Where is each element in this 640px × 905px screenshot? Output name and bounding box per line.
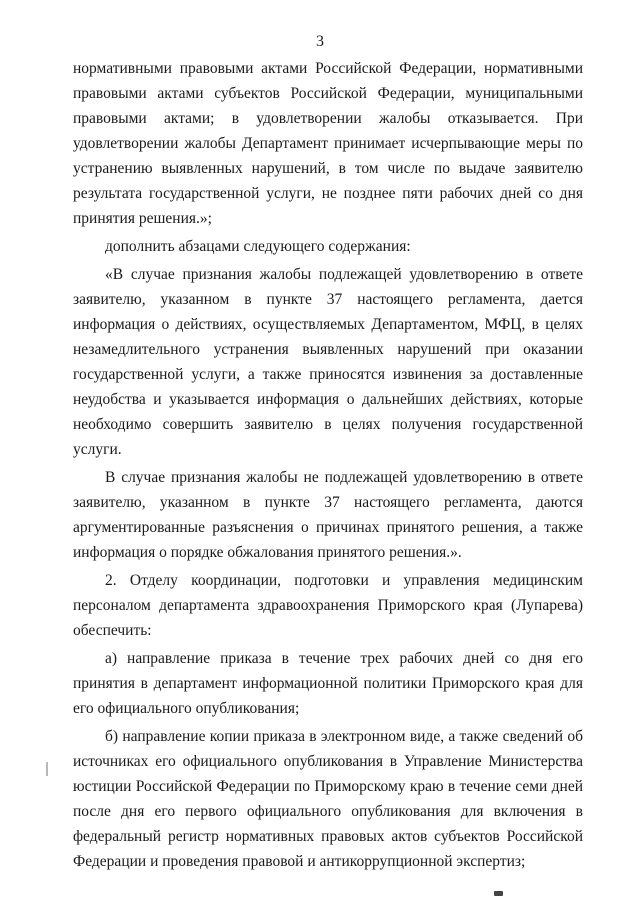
scan-margin-mark <box>46 762 48 776</box>
paragraph: а) направление приказа в течение трех рабочих дней со дня его принятия в департамент информационной политики Приморского края для его официального опубликования; <box>73 650 583 717</box>
paragraph: В случае признания жалобы не подлежащей удовлетворению в ответе заявителю, указанном в пункте 37 настоящего регламента, даются аргументированные разъяснения о причинах принятого решения, а также информация о порядке обжалования принятого решения.». <box>73 469 583 561</box>
paragraph: нормативными правовыми актами Российской Федерации, нормативными правовыми актами субъектов Российской Федерации, муниципальными правовыми актами; в удовлетворении жалобы отказывается. При удовлетворении жалобы Департамент принимает исчерпывающие меры по устранению выявленных нарушений, в том числе по выдаче заявителю результата государственной услуги, не позднее пяти рабочих дней со дня принятия решения.»; <box>73 60 583 227</box>
paragraph: дополнить абзацами следующего содержания: <box>105 238 411 255</box>
scan-corner-mark <box>494 891 503 896</box>
paragraph: 2. Отделу координации, подготовки и управления медицинским персоналом департамента здравоохранения Приморского края (Лупарева) обеспечить: <box>73 572 583 639</box>
document-body <box>73 56 583 874</box>
paragraph: «В случае признания жалобы подлежащей удовлетворению в ответе заявителю, указанном в пункте 37 настоящего регламента, дается информация о действиях, осуществляемых Департаментом, МФЦ, в целях незамедлительного устранения выявленных нарушений при оказании государственной услуги, а также приносятся извинения за доставленные неудобства и указывается информация о дальнейших действиях, которые необходимо совершить заявителю в целях получения государственной услуги. <box>73 266 583 458</box>
page-number: 3 <box>316 33 324 50</box>
paragraph: б) направление копии приказа в электронном виде, а также сведений об источниках его официального опубликования в Управление Министерства юстиции Российской Федерации по Приморскому краю в течение семи дней после дня его первого официального опубликования для включения в федеральный регистр нормативных правовых актов субъектов Российской Федерации и проведения правовой и антикоррупционной экспертиз; <box>73 728 583 870</box>
